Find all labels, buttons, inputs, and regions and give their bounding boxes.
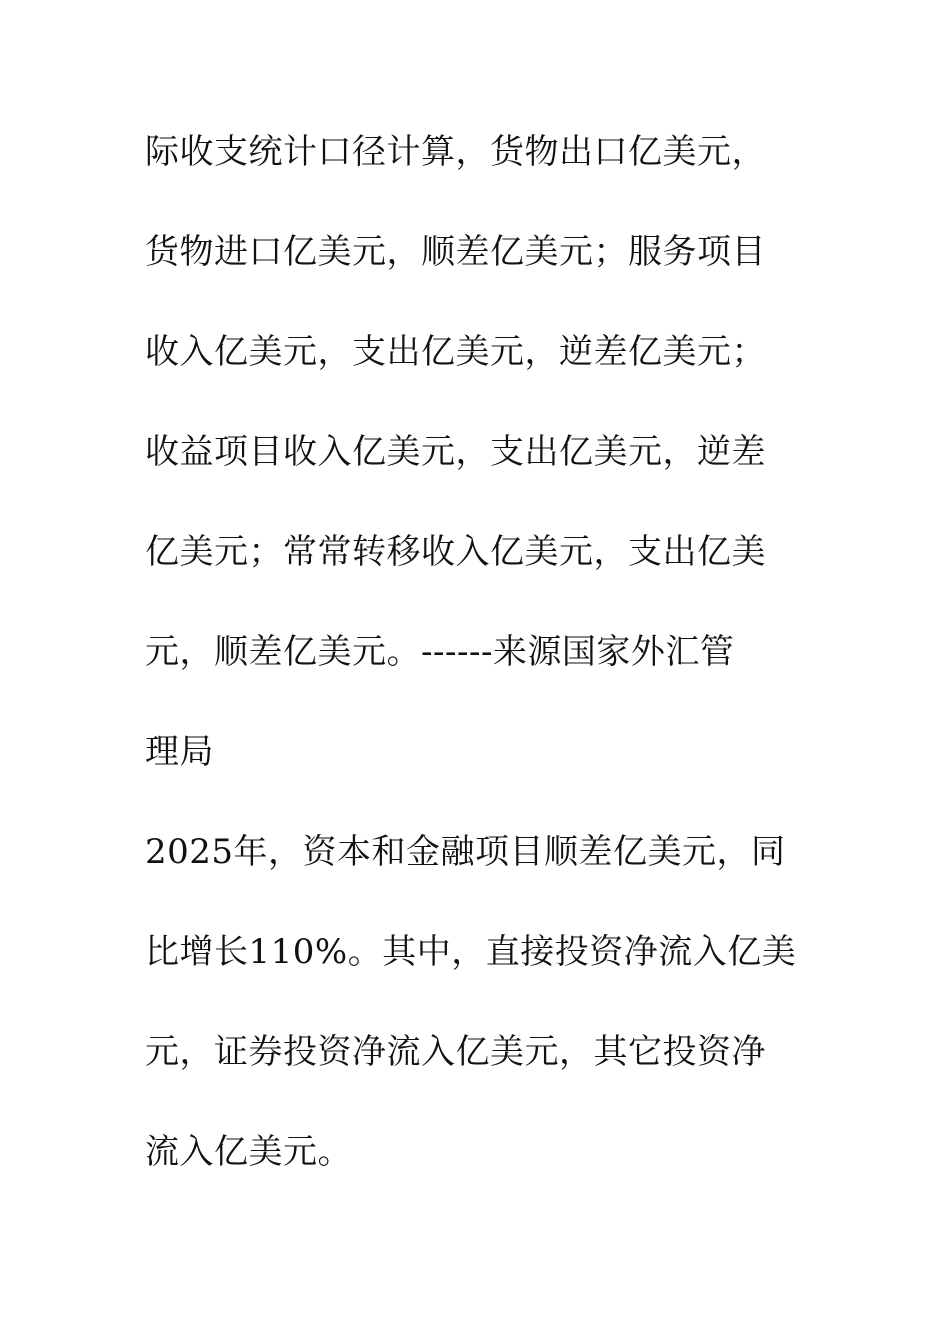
text-line: 收益项目收入亿美元，支出亿美元，逆差	[145, 432, 766, 472]
text-line: 理局	[145, 732, 214, 772]
text-line: 比增长110%。其中，直接投资净流入亿美	[145, 932, 797, 972]
text-line: 际收支统计口径计算，货物出口亿美元，	[145, 132, 766, 172]
text-line: 亿美元；常常转移收入亿美元，支出亿美	[145, 532, 766, 572]
text-line: 元，证券投资净流入亿美元，其它投资净	[145, 1032, 766, 1072]
text-line: 收入亿美元，支出亿美元，逆差亿美元；	[145, 332, 766, 372]
text-line: 2025年，资本和金融项目顺差亿美元，同	[145, 832, 786, 872]
text-line: 流入亿美元。	[145, 1132, 352, 1172]
text-line: 元，顺差亿美元。------来源国家外汇管	[145, 632, 735, 672]
text-line: 货物进口亿美元，顺差亿美元；服务项目	[145, 232, 766, 272]
